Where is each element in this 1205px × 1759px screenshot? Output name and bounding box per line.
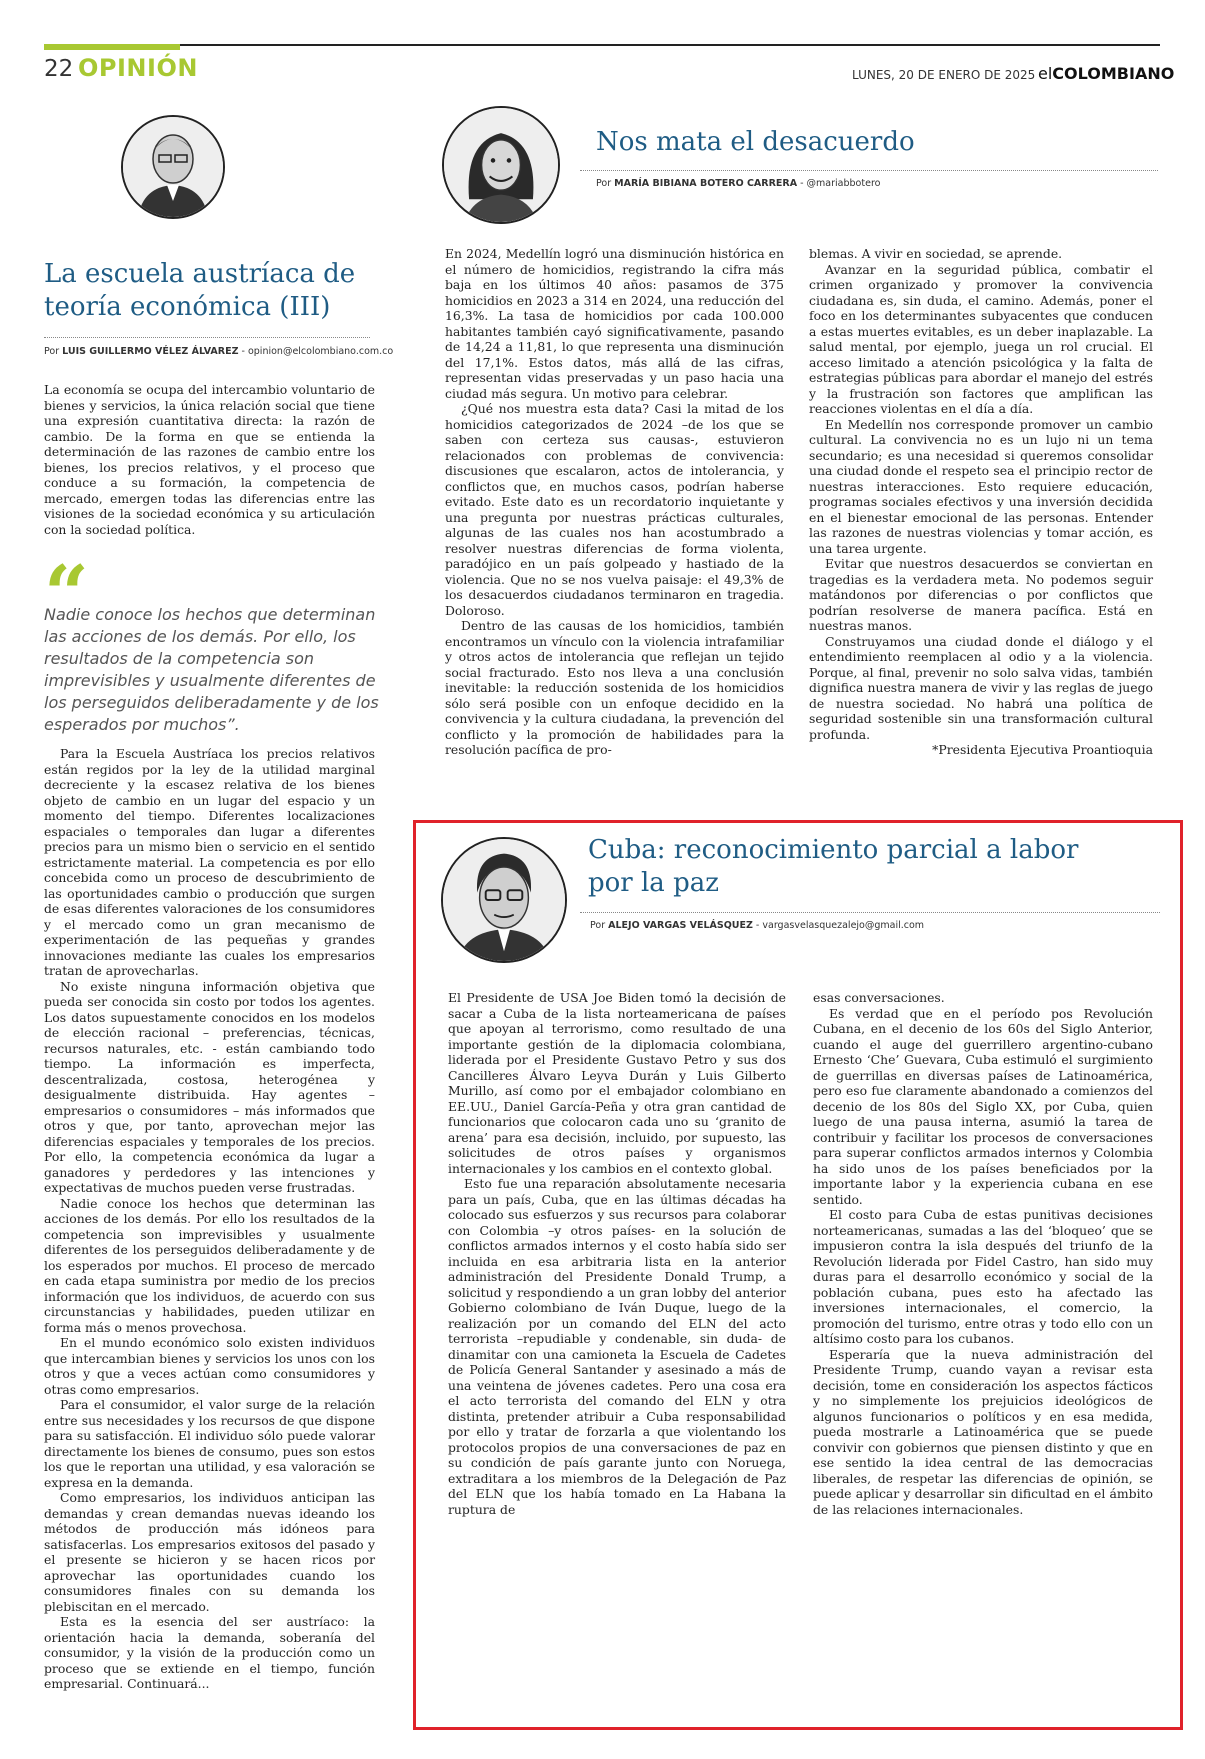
- paragraph: Avanzar en la seguridad pública, combatir el crimen organizado y promover la convivencia ciudadana es, sin duda, el camino. Además, poner el foco en los determinantes subyacentes que conducen a estas muertes evitables, es un deber inaplazable. La salud mental, por ejemplo, juega un rol crucial. El acceso limitado a atención psicológica y la falta de estrategias públicas para abordar el manejo del estrés y la frustración son factores que amplifican las reacciones violentas en el día a día.: [809, 261, 1153, 416]
- author-contact: - vargasvelasquezalejo@gmail.com: [755, 920, 925, 931]
- article-body-botero-col2: [809, 246, 1153, 758]
- quote-mark-icon: “: [44, 549, 89, 640]
- masthead-prefix: el: [1038, 64, 1053, 83]
- paragraph: Esta es la esencia del ser austríaco: la orientación hacia la demanda, soberanía del consumidor, y la visión de la producción como un proceso que se extiende en el tiempo, función empresarial. Continuará...: [44, 1614, 375, 1691]
- paragraph: blemas. A vivir en sociedad, se aprende.: [809, 246, 1063, 261]
- byline-vargas: [590, 920, 924, 931]
- author-name: MARÍA BIBIANA BOTERO CARRERA: [614, 178, 798, 189]
- byline-velez: [44, 346, 393, 357]
- paragraph: En Medellín nos corresponde promover un cambio cultural. La convivencia no es un lujo ni un tema secundario; es una necesidad si queremos consolidar una ciudad donde el respeto sea el principio rector de nuestras interacciones. Esto requiere educación, programas sociales efectivos y una inversión decidida en el bienestar emocional de las personas. Entender las razones de nuestras violencias y tomar acción, es una tarea urgente.: [809, 416, 1153, 556]
- portrait-velez-icon: [121, 115, 225, 219]
- byline-prefix: Por: [590, 920, 606, 931]
- paragraph: Esperaría que la nueva administración del Presidente Trump, cuando vayan a revisar esta decisión, tome en consideración los aspectos fácticos y no simplemente los prejuicios ideológicos de algunos funcionarios o políticos y en esa medida, pueda mostrarle a Latinoamérica que se puede convivir con gobiernos que piensen distinto y que en ese sentido la idea central de las democracias liberales, de respetar las diferencias de opinión, se puede aplicar y desarrollar sin dificultad en el ámbito de las relaciones internacionales.: [813, 1346, 1153, 1517]
- masthead-name: COLOMBIANO: [1052, 64, 1175, 83]
- title-divider: [580, 912, 1160, 913]
- paragraph: Como empresarios, los individuos anticipan las demandas y crean demandas nuevas ideando los métodos de producción más idóneos para satisfacerlas. Los empresarios exitosos del pasado y el presente se hicieron y se hacen ricos por aprovechar las oportunidades cuando los consumidores finales con su demanda los plebiscitan en el mercado.: [44, 1490, 375, 1614]
- article-intro: [44, 382, 375, 537]
- paragraph: Nadie conoce los hechos que determinan las acciones de los demás. Por ello los resultados de la competencia son imprevisibles y usualmente diferentes de los perseguidos deliberadamente y de los esperados por muchos. El proceso de mercado en cada etapa suministra por medio de los precios información que los individuos, de acuerdo con sus circunstancias y habilidades, pueden utilizar en forma más o menos provechosa.: [44, 1195, 375, 1335]
- article-title-botero: Nos mata el desacuerdo: [596, 127, 915, 157]
- paragraph: ¿Qué nos muestra esta data? Casi la mitad de los homicidios categorizados de 2024 –de los que se saben con certeza sus causas-, estuvieron relacionados con problemas de convivencia: discusiones que escalaron, actos de intolerancia, y conflictos que, en muchos casos, podrían haberse evitado. Este dato es un recordatorio inquietante y una pregunta por nuestras prácticas culturales, algunas de las cuales nos han acostumbrado a resolver nuestras diferencias de forma violenta, paradójico en un país golpeado y hastiado de la violencia. Que no se nos vuelva paisaje: el 49,3% de los desacuerdos ciudadanos terminaron en tragedia. Doloroso.: [445, 401, 784, 618]
- byline-botero: [596, 178, 880, 189]
- title-divider: [580, 170, 1158, 171]
- header-rule: [44, 44, 1160, 46]
- paragraph: Esto fue una reparación absolutamente necesaria para un país, Cuba, que en las últimas décadas ha colocado sus esfuerzos y sus recursos para colaborar con Colombia –y otros países- en la solución de conflictos armados internos y el costo había sido ser incluida en esa arbitraria lista en la anterior administración del Presidente Donald Trump, a solicitud y respondiendo a un gran lobby del anterior Gobierno colombiano de Iván Duque, luego de la realización por un comando del ELN del acto terrorista –repudiable y condenable, sin duda- de dinamitar con una camioneta la Escuela de Cadetes de Policía General Santander y asesinado a más de una veintena de jóvenes cadetes. Pero una cosa era el acto terrorista del comando del ELN y otra distinta, pretender atribuir a Cuba responsabilidad por ello y tratar de forzarla a que violentando los protocolos propios de una conversaciones de paz en su condición de país garante junto con Noruega, extraditara a los miembros de la Delegación de Paz del ELN que los había tomado en La Habana la ruptura de: [448, 1176, 786, 1517]
- author-name: ALEJO VARGAS VELÁSQUEZ: [608, 920, 753, 931]
- paragraph: El Presidente de USA Joe Biden tomó la decisión de sacar a Cuba de la lista norteamericana de países que apoyan al terrorismo, como resultado de una importante gestión de la diplomacia colombiana, liderada por el Presidente Gustavo Petro y sus dos Cancilleres Álvaro Leyva Durán y Luis Gilberto Murillo, así como por el embajador colombiano en EE.UU., Daniel García-Peña y otra gran cantidad de funcionarios que colocaron cada uno su ‘granito de arena’ para esa decisión, incluido, por supuesto, las solicitudes de otros países y organismos internacionales y los cambios en el contexto global.: [448, 990, 786, 1176]
- author-contact: - @mariabbotero: [800, 178, 881, 189]
- paragraph: El costo para Cuba de estas punitivas decisiones norteamericanas, sumadas a las del ‘bloqueo’ que se impusieron contra la isla después del triunfo de la Revolución liderada por Fidel Castro, han sido muy duras para el desarrollo económico y social de la población cubana, pues esto ha afectado las inversiones internacionales, el comercio, la promoción del turismo, entre otras y todo ello con un altísimo costo para los cubanos.: [813, 1207, 1153, 1346]
- pull-quote-velez: Nadie conoce los hechos que determinan las acciones de los demás. Por ello, los resultados de la competencia son imprevisibles y usualmente diferentes de los perseguidos deliberadamente y de los esperados por muchos”.: [44, 605, 379, 734]
- paragraph: Es verdad que en el período pos Revolución Cubana, en el decenio de los 60s del Siglo Anterior, cuando el auge del guerrillero argentino-cubano Ernesto ‘Che’ Guevara, Cuba estimuló el surgimiento de guerrillas en diversas países de Latinoamérica, pero eso fue claramente abandonado a comienzos del decenio de los 80s del Siglo XX, por Cuba, quien luego de una pausa interna, asumió la tarea de contribuir y facilitar los procesos de conversaciones para superar conflictos armados internos y Colombia ha sido unos de los países beneficiados por la importante labor y la experiencia cubana en ese sentido.: [813, 1005, 1153, 1207]
- author-contact: - opinion@elcolombiano.com.co: [241, 346, 394, 357]
- article-body-vargas-col1: [448, 990, 786, 1517]
- portrait-botero-icon: [442, 106, 560, 224]
- paragraph: En 2024, Medellín logró una disminución histórica en el número de homicidios, registrando la cifra más baja en los últimos 40 años: pasamos de 375 homicidios en 2023 a 314 en 2024, una reducción del 16,3%. La tasa de homicidios por cada 100.000 habitantes también cayó significativamente, pasando de 14,24 a 11,81, lo que representa una disminución del 17,1%. Estos datos, más allá de las cifras, representan vidas preservadas y un paso hacia una ciudad más segura. Un motivo para celebrar.: [445, 246, 784, 401]
- section-accent-bar: [44, 44, 180, 50]
- article-body-velez: [44, 746, 375, 1692]
- paragraph: No existe ninguna información objetiva que pueda ser conocida sin costo por todos los agentes. Los datos supuestamente conocidos en los modelos de elección racional – preferencias, técnicas, recursos naturales, etc. - están cambiando todo tiempo. La información es imperfecta, descentralizada, costosa, heterogénea y desigualmente distribuida. Hay agentes – empresarios o consumidores – más informados que otros y que, por tanto, aprovechan mejor las diferencias espaciales y temporales de los precios. Por ello, la competencia económica da lugar a ganadores y perdedores y las intenciones y expectativas de muchos pueden verse frustradas.: [44, 978, 375, 1195]
- section-name: OPINIÓN: [78, 54, 198, 82]
- masthead-logo: [1038, 64, 1174, 83]
- author-name: LUIS GUILLERMO VÉLEZ ÁLVAREZ: [62, 346, 239, 357]
- page-number: 22: [44, 56, 74, 82]
- article-body-vargas-col2: [813, 990, 1153, 1517]
- paragraph: Para el consumidor, el valor surge de la relación entre sus necesidades y los recursos de que dispone para su satisfacción. El individuo sólo puede valorar directamente los bienes de consumo, pues son estos los que le reportan una utilidad, y esa valoración se expresa en la demanda.: [44, 1397, 375, 1490]
- title-divider: [44, 337, 370, 338]
- paragraph: En el mundo económico solo existen individuos que intercambian bienes y servicios los unos con los otros y que a veces actúan como consumidores y otras como empresarios.: [44, 1335, 375, 1397]
- byline-prefix: Por: [44, 346, 60, 357]
- author-footnote: *Presidenta Ejecutiva Proantioquia: [932, 742, 1153, 757]
- paragraph: esas conversaciones.: [813, 990, 945, 1005]
- article-body-botero-col1: [445, 246, 784, 758]
- paragraph: La economía se ocupa del intercambio voluntario de bienes y servicios, la única relación social que tiene una expresión cuantitativa directa: la razón de cambio. De la forma en que se entienda la determinación de las razones de cambio entre los bienes, los precios relativos, y el proceso que conduce a su formación, la competencia de mercado, emergen todas las diferencias entre las visiones de la sociedad económica y su articulación con la sociedad política.: [44, 382, 375, 537]
- paragraph: Evitar que nuestros desacuerdos se conviertan en tragedias es la verdadera meta. No podemos seguir matándonos por diferencias o por conflictos que podrían resolverse de manera pacífica. Está en nuestras manos.: [809, 556, 1153, 633]
- article-title-velez: La escuela austríaca de teoría económica (III): [44, 259, 356, 322]
- portrait-vargas-icon: [441, 837, 567, 963]
- paragraph: Construyamos una ciudad donde el diálogo y el entendimiento reemplacen al odio y a la violencia. Porque, al final, prevenir no solo salva vidas, también dignifica nuestra manera de vivir y las reglas de juego de nuestra sociedad. No habrá una política de seguridad sostenible sin una transformación cultural profunda.: [809, 633, 1153, 742]
- byline-prefix: Por: [596, 178, 612, 189]
- paragraph: Para la Escuela Austríaca los precios relativos están regidos por la ley de la utilidad marginal decreciente y la escasez relativa de los bienes objeto de cambio en un lugar del espacio y un momento del tiempo. Diferentes localizaciones espaciales o temporales dan lugar a diferentes precios para un mismo bien o servicio en el sentido estrictamente material. La competencia es por ello concebida como un proceso de descubrimiento de las oportunidades cambio o producción que surgen de esas diferentes valoraciones de los consumidores y el mercado como un gran mecanismo de experimentación de las pequeñas y grandes innovaciones mediante las cuales los empresarios tratan de aprovecharlas.: [44, 746, 375, 978]
- issue-date: LUNES, 20 DE ENERO DE 2025: [852, 68, 1036, 82]
- article-title-vargas: Cuba: reconocimiento parcial a labor por la paz: [588, 835, 1079, 898]
- paragraph: Dentro de las causas de los homicidios, también encontramos un vínculo con la violencia intrafamiliar y otros actos de intolerancia que reflejan un tejido social fracturado. Esto nos lleva a una conclusión inevitable: la reducción sostenida de los homicidios sólo será posible con un enfoque decidido en la convivencia y la cultura ciudadana, la prevención del conflicto y la promoción de habilidades para la resolución pacífica de pro-: [445, 618, 784, 757]
